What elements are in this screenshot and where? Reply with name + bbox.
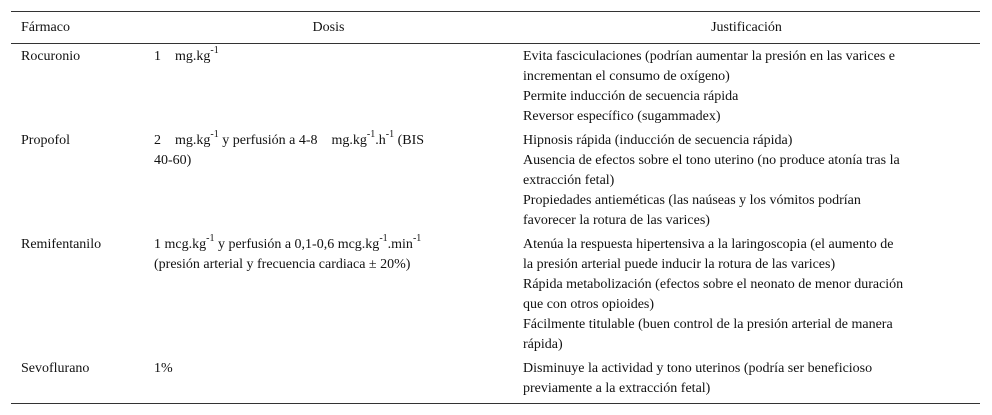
header-drug: Fármaco xyxy=(21,19,70,35)
drug-justification: Evita fasciculaciones (podrían aumentar la presión en las varices e incrementan el consumo de oxígeno) Permite inducción de secuencia rápida Reversor específico (sugammadex) xyxy=(523,49,896,124)
drug-name: Sevoflurano xyxy=(21,361,90,376)
table-row xyxy=(11,235,980,359)
drug-name: Rocuronio xyxy=(21,49,81,64)
drug-justification: Atenúa la respuesta hipertensiva a la laringoscopia (el aumento de la presión arterial puede inducir la rotura de las varices) Rápida metabolización (efectos sobre el neonato de menor duración que con otros opioides) Fácilmente titulable (buen control de la presión arterial de manera rápida) xyxy=(523,237,904,352)
table-header-row xyxy=(11,12,980,44)
drug-name: Remifentanilo xyxy=(21,237,102,252)
drug-dose: 1 $mcg.kg^{-1}$ y perfusión a 0,1-0,6 $mcg.kg^{-1}.\min^{-1}$ (presión arterial y frecuencia cardiaca ± 20%) xyxy=(154,233,422,272)
table-row xyxy=(11,359,980,404)
table-row xyxy=(11,131,980,235)
drug-justification: Hipnosis rápida (inducción de secuencia rápida) Ausencia de efectos sobre el tono uterino (no produce atonía tras la extracción fetal) Propiedades antieméticas (las naúseas y los vómitos podrían favorecer la rotura de las varices) xyxy=(523,133,900,228)
drug-dose: 1% xyxy=(154,361,173,376)
table-row xyxy=(11,44,980,132)
drug-dose: 2 $mg.kg^{-1}$ y perfusión a 4-8 $mg.kg^{-1}.h^{-1}$ (BIS 40-60) xyxy=(154,129,425,168)
drug-dose: 1 $mg.kg^{-1}$ xyxy=(154,45,219,64)
drug-name: Propofol xyxy=(21,133,70,148)
header-justification: Justificación xyxy=(711,19,782,35)
header-dose: Dosis xyxy=(312,19,345,35)
drug-table xyxy=(11,11,980,404)
drug-justification: Disminuye la actividad y tono uterinos (podría ser beneficioso previamente a la extracción fetal) xyxy=(523,361,873,396)
